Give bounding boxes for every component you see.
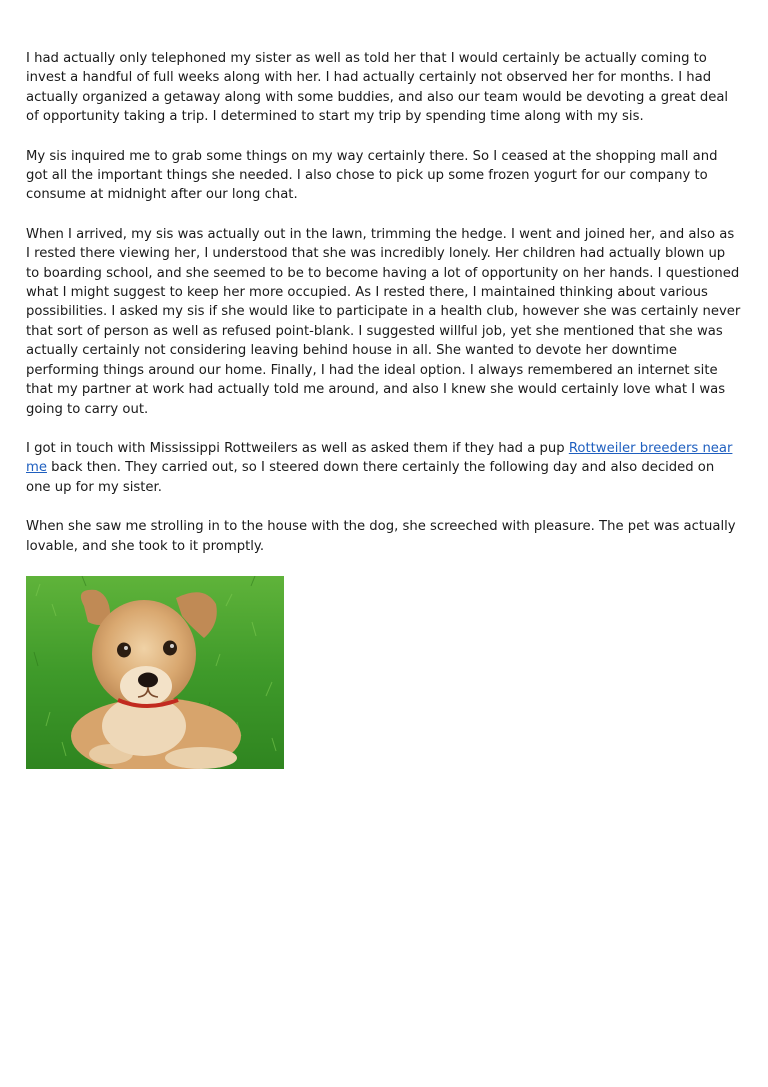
document-page bbox=[26, 49, 742, 769]
paragraph-2: My sis inquired me to grab some things on my way certainly there. So I ceased at the shopping mall and got all the important things she needed. I also chose to pick up some frozen yogurt for our company to consume at midnight after our long chat. bbox=[26, 148, 718, 203]
paragraph-3: When I arrived, my sis was actually out in the lawn, trimming the hedge. I went and joined her, and also as I rested there viewing her, I understood that she was incredibly lonely. Her children had actually blown up to boarding school, and she seemed to be to become having a lot of opportunity on her hands. I questioned what I might suggest to keep her more occupied. As I rested there, I maintained thinking about various possibilities. I asked my sis if she would like to participate in a health club, however she was certainly never that sort of person as well as refused point-blank. I suggested willful job, yet she mentioned that she was actually certainly not considering leaving behind house in all. She wanted to devote her downtime performing things around our home. Finally, I had the ideal option. I always remembered an internet site that my partner at work had actually told me around, and also I knew she would certainly love what I was going to carry out. bbox=[26, 226, 741, 417]
rottweiler-breeders-link[interactable]: Rottweiler breeders near me bbox=[26, 440, 733, 476]
paragraph-4 bbox=[26, 439, 742, 497]
puppy-nose bbox=[138, 672, 158, 687]
puppy-photo bbox=[26, 576, 284, 769]
puppy-eye-right bbox=[163, 640, 177, 655]
paragraph-4-tail: back then. They carried out, so I steered down there certainly the following day and also decided on one up for my sister. bbox=[26, 460, 715, 495]
puppy-eye-left bbox=[117, 642, 131, 657]
paragraph-5: When she saw me strolling in to the house with the dog, she screeched with pleasure. The pet was actually lovable, and she took to it promptly. bbox=[26, 519, 736, 554]
paragraph-4-lead: I got in touch with Mississippi Rottweilers as well as asked them if they had a pup bbox=[26, 440, 569, 456]
paragraph-1: I had actually only telephoned my sister as well as told her that I would certainly be actually coming to invest a handful of full weeks along with her. I had actually certainly not observed her for months. I had actually organized a getaway along with some buddies, and also our team would be devoting a great deal of opportunity taking a trip. I determined to start my trip by spending time along with my sis. bbox=[26, 51, 729, 125]
puppy-paw-right bbox=[165, 747, 237, 769]
